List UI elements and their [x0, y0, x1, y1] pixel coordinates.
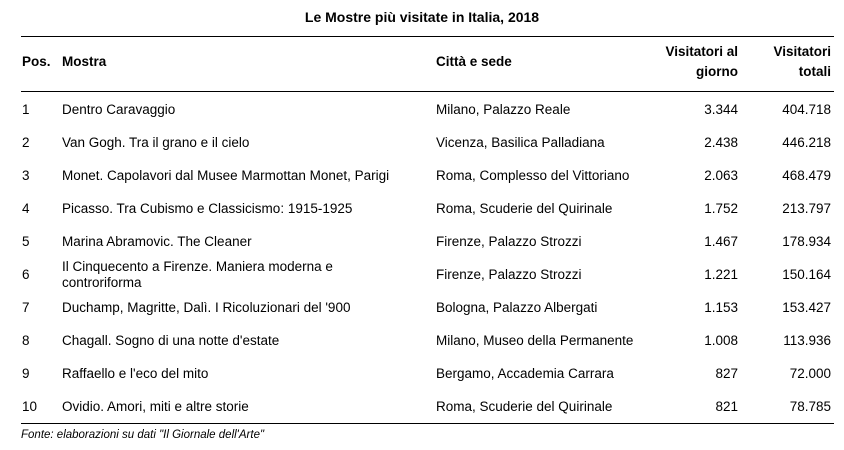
- header-visitors-total-line2: totali: [798, 64, 831, 79]
- table-title: Le Mostre più visitate in Italia, 2018: [304, 9, 540, 25]
- header-mostra: Mostra: [62, 54, 107, 69]
- cell-visitors-day: 1.467: [704, 233, 738, 249]
- header-visitors-day: [665, 42, 738, 82]
- cell-visitors-day: 2.438: [704, 134, 738, 150]
- cell-pos: 10: [22, 398, 38, 414]
- cell-mostra: Chagall. Sogno di una notte d'estate: [62, 332, 280, 348]
- cell-citta: Milano, Palazzo Reale: [436, 101, 571, 117]
- cell-visitors-total: 213.797: [782, 200, 831, 216]
- table-row: [0, 225, 844, 258]
- cell-pos: 8: [22, 332, 30, 348]
- cell-citta: Milano, Museo della Permanente: [436, 332, 634, 348]
- cell-pos: 4: [22, 200, 30, 216]
- cell-visitors-day: 1.008: [704, 332, 738, 348]
- cell-mostra: Van Gogh. Tra il grano e il cielo: [62, 134, 250, 150]
- cell-citta: Roma, Scuderie del Quirinale: [436, 200, 613, 216]
- cell-pos: 3: [22, 167, 30, 183]
- cell-pos: 9: [22, 365, 30, 381]
- header-citta: Città e sede: [436, 54, 512, 69]
- header-visitors-day-line2: giorno: [696, 64, 738, 79]
- cell-citta: Bologna, Palazzo Albergati: [436, 299, 598, 315]
- cell-visitors-total: 153.427: [782, 299, 831, 315]
- cell-visitors-day: 1.153: [704, 299, 738, 315]
- cell-visitors-day: 1.221: [704, 266, 738, 282]
- cell-visitors-total: 72.000: [789, 365, 831, 381]
- cell-mostra: Marina Abramovic. The Cleaner: [62, 233, 252, 249]
- cell-visitors-total: 178.934: [782, 233, 831, 249]
- cell-visitors-total: 468.479: [782, 167, 831, 183]
- cell-visitors-total: 113.936: [783, 332, 831, 348]
- table-row: [0, 357, 844, 390]
- table-row: [0, 126, 844, 159]
- header-rule: [21, 91, 834, 92]
- cell-pos: 7: [22, 299, 30, 315]
- cell-visitors-total: 446.218: [782, 134, 831, 150]
- header-visitors-day-line1: Visitatori al: [665, 44, 738, 59]
- table-row: [0, 93, 844, 126]
- table-row: [0, 390, 844, 423]
- cell-visitors-day: 2.063: [704, 167, 738, 183]
- cell-visitors-total: 78.785: [789, 398, 831, 414]
- cell-visitors-total: 404.718: [782, 101, 831, 117]
- cell-citta: Firenze, Palazzo Strozzi: [436, 266, 582, 282]
- cell-pos: 6: [22, 266, 30, 282]
- cell-citta: Vicenza, Basilica Palladiana: [436, 134, 605, 150]
- table-row: [0, 192, 844, 225]
- header-visitors-total-line1: Visitatori: [773, 44, 831, 59]
- cell-mostra: Picasso. Tra Cubismo e Classicismo: 1915-1925: [62, 200, 353, 216]
- cell-citta: Roma, Complesso del Vittoriano: [436, 167, 630, 183]
- source-note: Fonte: elaborazioni su dati "Il Giornale dell'Arte": [21, 429, 265, 441]
- cell-mostra: Duchamp, Magritte, Dalì. I Ricoluzionari del '900: [62, 299, 351, 315]
- cell-mostra: Il Cinquecento a Firenze. Maniera moderna e controriforma: [62, 258, 333, 290]
- cell-mostra: Monet. Capolavori dal Musee Marmottan Monet, Parigi: [62, 167, 390, 183]
- cell-citta: Roma, Scuderie del Quirinale: [436, 398, 613, 414]
- table-row: [0, 159, 844, 192]
- cell-visitors-day: 821: [715, 398, 738, 414]
- header-visitors-total: [773, 42, 831, 82]
- cell-citta: Firenze, Palazzo Strozzi: [436, 233, 582, 249]
- table-row: [0, 291, 844, 324]
- table-row: [0, 324, 844, 357]
- cell-visitors-day: 3.344: [704, 101, 738, 117]
- cell-visitors-day: 1.752: [704, 200, 738, 216]
- cell-mostra: Raffaello e l'eco del mito: [62, 365, 209, 381]
- table-row: [0, 258, 844, 291]
- bottom-rule: [21, 423, 834, 424]
- cell-pos: 5: [22, 233, 30, 249]
- cell-pos: 1: [22, 101, 30, 117]
- cell-pos: 2: [22, 134, 30, 150]
- top-rule: [21, 36, 834, 37]
- cell-citta: Bergamo, Accademia Carrara: [436, 365, 614, 381]
- header-pos: Pos.: [22, 54, 51, 69]
- cell-visitors-day: 827: [715, 365, 738, 381]
- cell-visitors-total: 150.164: [782, 266, 831, 282]
- cell-mostra: Dentro Caravaggio: [62, 101, 176, 117]
- cell-mostra: Ovidio. Amori, miti e altre storie: [62, 398, 249, 414]
